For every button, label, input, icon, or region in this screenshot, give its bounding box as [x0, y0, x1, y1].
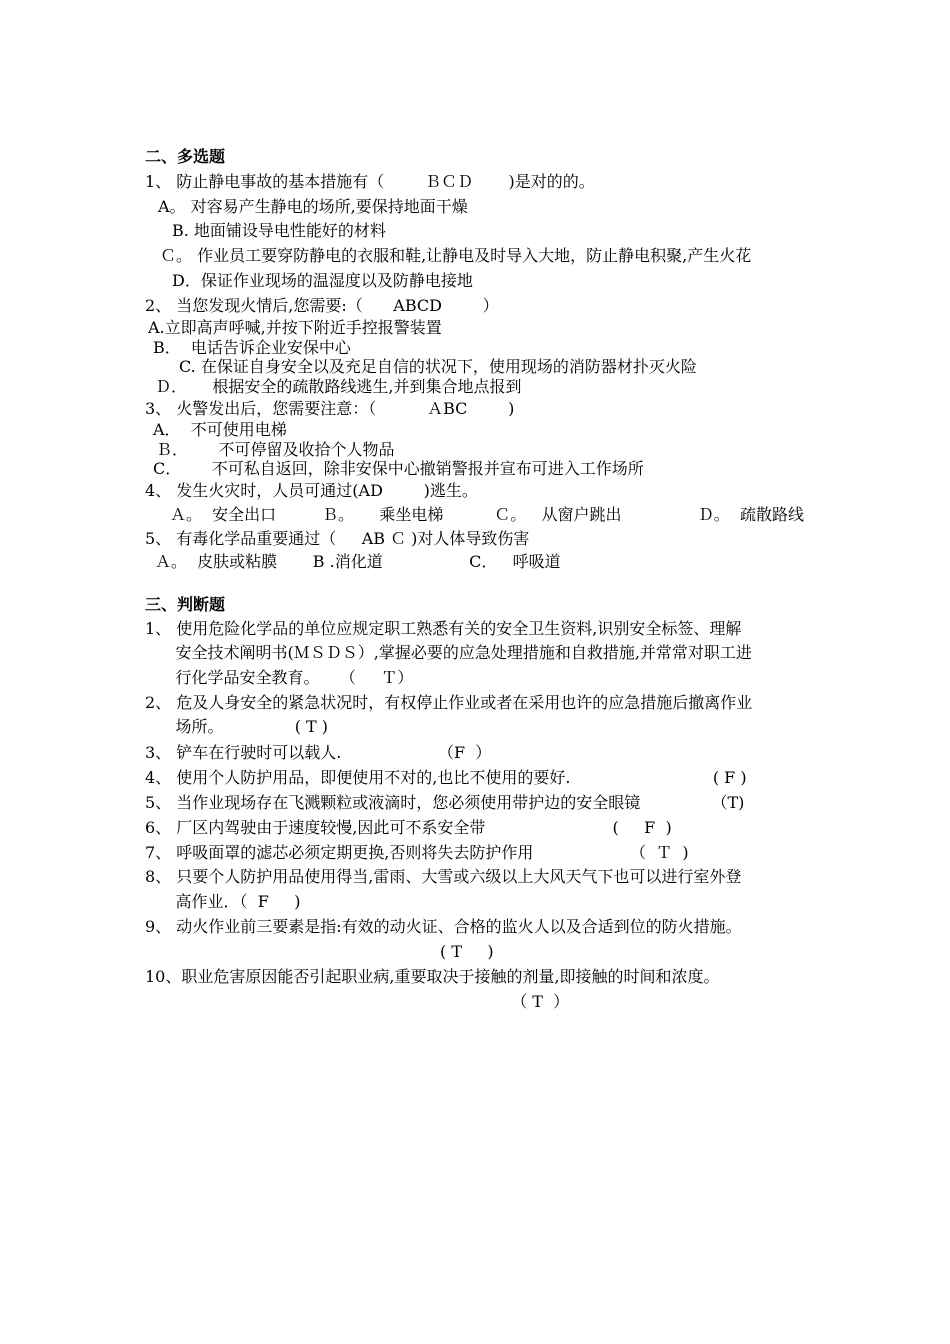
- q1-option-c: Ｃ。 作业员工要穿防静电的衣服和鞋,让静电及时导入大地，防止静电积聚,产生火花: [160, 246, 752, 265]
- judge-line: （ T ）: [145, 992, 570, 1011]
- judge-line: 1、 使用危险化学品的单位应规定职工熟悉有关的安全卫生资料,识别安全标签、理解: [145, 619, 742, 638]
- q1-option-a: A。 对容易产生静电的场所,要保持地面干燥: [158, 197, 468, 216]
- q2-option-c: C. 在保证自身安全以及充足自信的状况下，使用现场的消防器材扑灭火险: [179, 357, 697, 376]
- q2-option-d: Ｄ． 根据安全的疏散路线逃生,并到集合地点报到: [155, 377, 522, 396]
- judge-line: 6、 厂区内驾驶由于速度较慢,因此可不系安全带 ( F ): [145, 818, 672, 837]
- judge-line: 行化学品安全教育。 （ Ｔ）: [145, 668, 414, 687]
- judge-line: 5、 当作业现场存在飞溅颗粒或液滴时，您必须使用带护边的安全眼镜 （T): [145, 793, 745, 812]
- judge-line: 场所。 ( T ): [145, 717, 329, 736]
- q1-option-d: D．保证作业现场的温湿度以及防静电接地: [172, 271, 473, 290]
- q3-option-a: A． 不可使用电梯: [153, 420, 287, 439]
- q1-stem: 1、 防止静电事故的基本措施有（ ＢＣＤ )是对的的。: [145, 172, 595, 191]
- judge-line: 安全技术阐明书(ＭＳＤＳ）,掌握必要的应急处理措施和自救措施,并常常对职工进: [145, 643, 752, 662]
- q4-stem: 4、 发生火灾时，人员可通过(AD )逃生。: [145, 481, 478, 500]
- judge-line: 3、 铲车在行驶时可以载人. （F ）: [145, 743, 492, 762]
- q2-option-a: A.立即高声呼喊,并按下附近手控报警装置: [148, 318, 442, 337]
- q1-option-b: B. 地面铺设导电性能好的材料: [172, 221, 386, 240]
- judge-line: 8、 只要个人防护用品使用得当,雷雨、大雪或六级以上大风天气下也可以进行室外登: [145, 867, 742, 886]
- q5-options: Ａ。 皮肤或粘膜 B .消化道 C． 呼吸道: [155, 552, 561, 571]
- q3-option-b: Ｂ． 不可停留及收拾个人物品: [156, 440, 395, 459]
- judge-line: 4、 使用个人防护用品，即便使用不对的,也比不使用的要好. ( F ): [145, 768, 747, 787]
- q2-option-b: B． 电话告诉企业安保中心: [153, 338, 351, 357]
- q2-stem: 2、 当您发现火情后,您需要:（ ABCD ）: [145, 296, 499, 315]
- judge-line: ( T ): [145, 942, 494, 961]
- q4-options: Ａ。 安全出口 Ｂ。 乘坐电梯 Ｃ。 从窗户跳出 Ｄ。 疏散路线: [170, 505, 804, 524]
- section-3-heading: 三、判断题: [145, 595, 226, 614]
- judge-line: 10、职业危害原因能否引起职业病,重要取决于接触的剂量,即接触的时间和浓度。: [145, 967, 720, 986]
- q3-option-c: C． 不可私自返回，除非安保中心撤销警报并宣布可进入工作场所: [153, 459, 644, 478]
- judge-line: 2、 危及人身安全的紧急状况时，有权停止作业或者在采用也许的应急措施后撤离作业: [145, 693, 753, 712]
- judge-line: 9、 动火作业前三要素是指:有效的动火证、合格的监火人以及合适到位的防火措施。: [145, 917, 742, 936]
- q5-stem: 5、 有毒化学品重要通过（ AB Ｃ )对人体导致伤害: [145, 529, 530, 548]
- judge-line: 高作业．（ F ): [145, 892, 301, 911]
- section-2-heading: 二、多选题: [145, 147, 226, 166]
- judge-line: 7、 呼吸面罩的滤芯必须定期更换,否则将失去防护作用 （ Ｔ ): [145, 843, 689, 862]
- q3-stem: 3、 火警发出后，您需要注意：（ ＡBC ): [145, 399, 515, 418]
